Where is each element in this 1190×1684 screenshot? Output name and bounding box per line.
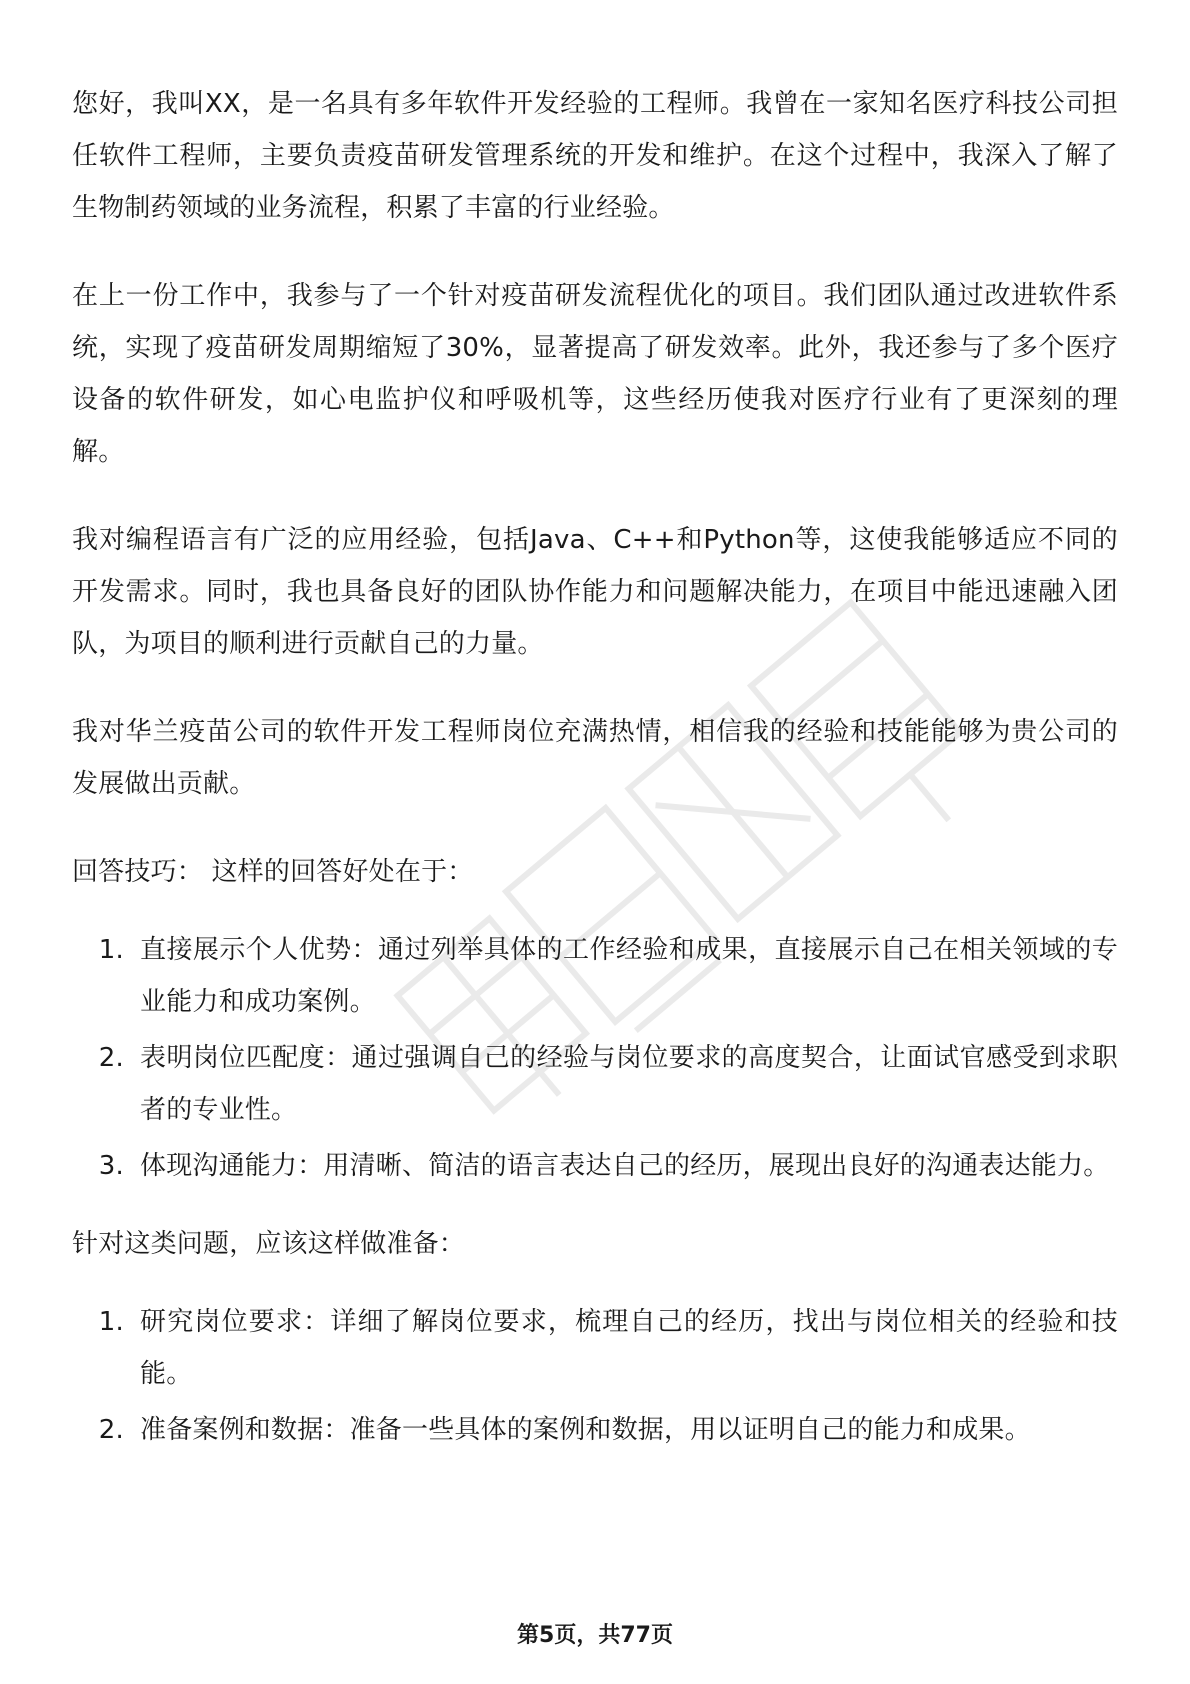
- prep-heading: 针对这类问题，应该这样做准备：: [72, 1229, 466, 1259]
- list-number: 2.: [98, 1415, 124, 1445]
- list-text: 准备案例和数据：准备一些具体的案例和数据，用以证明自己的能力和成果。: [140, 1415, 1031, 1445]
- paragraph-motivation: 我对华兰疫苗公司的软件开发工程师岗位充满热情，相信我的经验和技能能够为贵公司的发展做出贡献。: [72, 717, 1118, 799]
- list-number: 1.: [98, 1307, 124, 1337]
- page-footer: 第5页，共77页: [517, 1623, 673, 1648]
- tips-list: [72, 924, 1118, 1192]
- tips-heading: 回答技巧： 这样的回答好处在于：: [72, 857, 474, 887]
- document-body: [72, 78, 1118, 1482]
- paragraph-intro: 您好，我叫XX，是一名具有多年软件开发经验的工程师。我曾在一家知名医疗科技公司担任软件工程师，主要负责疫苗研发管理系统的开发和维护。在这个过程中，我深入了解了生物制药领域的业务流程，积累了丰富的行业经验。: [72, 89, 1118, 223]
- list-number: 3.: [98, 1151, 124, 1181]
- list-text: 表明岗位匹配度：通过强调自己的经验与岗位要求的高度契合，让面试官感受到求职者的专业性。: [140, 1043, 1118, 1125]
- list-item: [72, 924, 1118, 1028]
- list-item: [72, 1404, 1118, 1456]
- list-item: [72, 1140, 1118, 1192]
- paragraph-skills: 我对编程语言有广泛的应用经验，包括Java、C++和Python等，这使我能够适应不同的开发需求。同时，我也具备良好的团队协作能力和问题解决能力，在项目中能迅速融入团队，为项目的顺利进行贡献自己的力量。: [72, 525, 1118, 659]
- prep-list: [72, 1296, 1118, 1456]
- list-text: 体现沟通能力：用清晰、简洁的语言表达自己的经历，展现出良好的沟通表达能力。: [140, 1151, 1110, 1181]
- list-number: 1.: [98, 935, 124, 965]
- list-number: 2.: [98, 1043, 124, 1073]
- list-text: 研究岗位要求：详细了解岗位要求，梳理自己的经历，找出与岗位相关的经验和技能。: [140, 1307, 1118, 1389]
- paragraph-project: 在上一份工作中，我参与了一个针对疫苗研发流程优化的项目。我们团队通过改进软件系统，实现了疫苗研发周期缩短了30%，显著提高了研发效率。此外，我还参与了多个医疗设备的软件研发，如心电监护仪和呼吸机等，这些经历使我对医疗行业有了更深刻的理解。: [72, 281, 1118, 467]
- list-item: [72, 1296, 1118, 1400]
- list-item: [72, 1032, 1118, 1136]
- list-text: 直接展示个人优势：通过列举具体的工作经验和成果，直接展示自己在相关领域的专业能力和成功案例。: [140, 935, 1118, 1017]
